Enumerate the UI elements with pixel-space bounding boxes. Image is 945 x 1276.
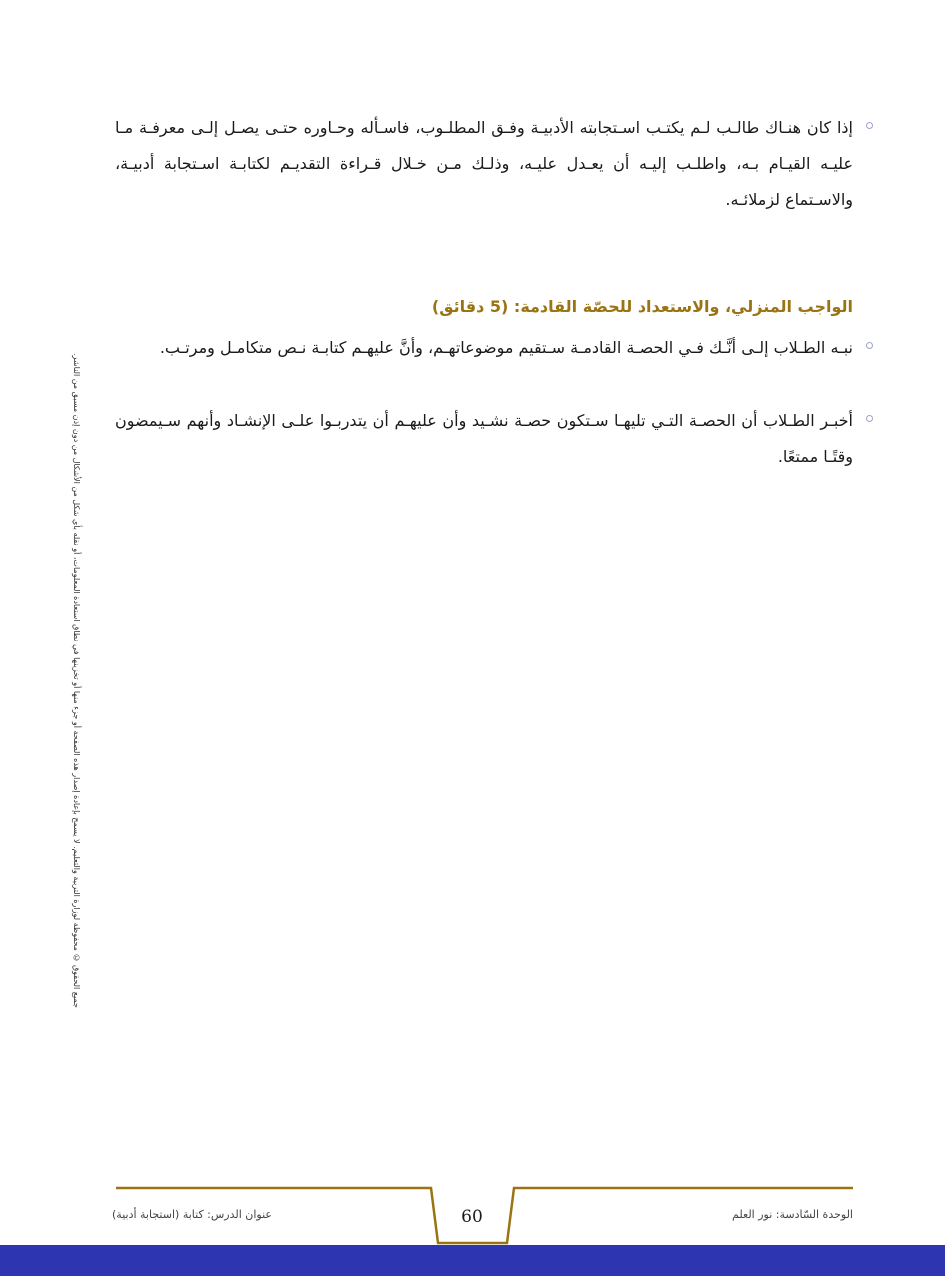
bottom-color-bar	[0, 1245, 945, 1276]
unit-title: الوحدة السّادسة: نور العلم	[732, 1208, 853, 1221]
bullet-circle-icon	[866, 122, 873, 129]
page-number: 60	[461, 1207, 483, 1227]
bullet-circle-icon	[866, 342, 873, 349]
copyright-note: جميع الحقوق © محفوظة لوزارة التربية والتعليم. لا يسمح بإعادة إصدار هذه الصفحة أو جزء منها أو تخزينها في نطاق استعادة المعلومات، أو نقله بأي شكل من الأشكال من دون إذن مسبق من الناشر.	[72, 353, 81, 1008]
section-heading: الواجب المنزلي، والاستعداد للحصّة القادمة: (5 دقائق)	[431, 297, 853, 316]
list-item	[115, 403, 853, 475]
item-text: نبـه الطـلاب إلـى أنَّـك فـي الحصـة القادمـة سـتقيم موضوعاتهـم، وأنَّ عليهـم كتابـة نـص متكامـل ومرتـب.	[159, 338, 853, 357]
list-item	[115, 110, 853, 218]
list-item	[115, 330, 853, 366]
bullet-circle-icon	[866, 415, 873, 422]
lesson-title: عنوان الدرس: كتابة (استجابة أدبية)	[112, 1208, 272, 1221]
item-text: إذا كان هنـاك طالـب لـم يكتـب اسـتجابته الأدبيـة وفـق المطلـوب، فاسـأله وحـاوره حتـى يصـل إلـى معرفـة مـا عليـه القيـام بـه، واطلـب إليـه أن يعـدل عليـه، وذلـك مـن خـلال قـراءة التقديـم لكتابـة اسـتجابة أدبيـة، والاسـتماع لزملائـه.	[115, 118, 853, 209]
item-text: أخبـر الطـلاب أن الحصـة التـي تليهـا سـتكون حصـة نشـيد وأن عليهـم أن يتدربـوا علـى الإنشـاد وأنهم سـيمضون وقتًـا ممتعًا.	[115, 411, 853, 466]
